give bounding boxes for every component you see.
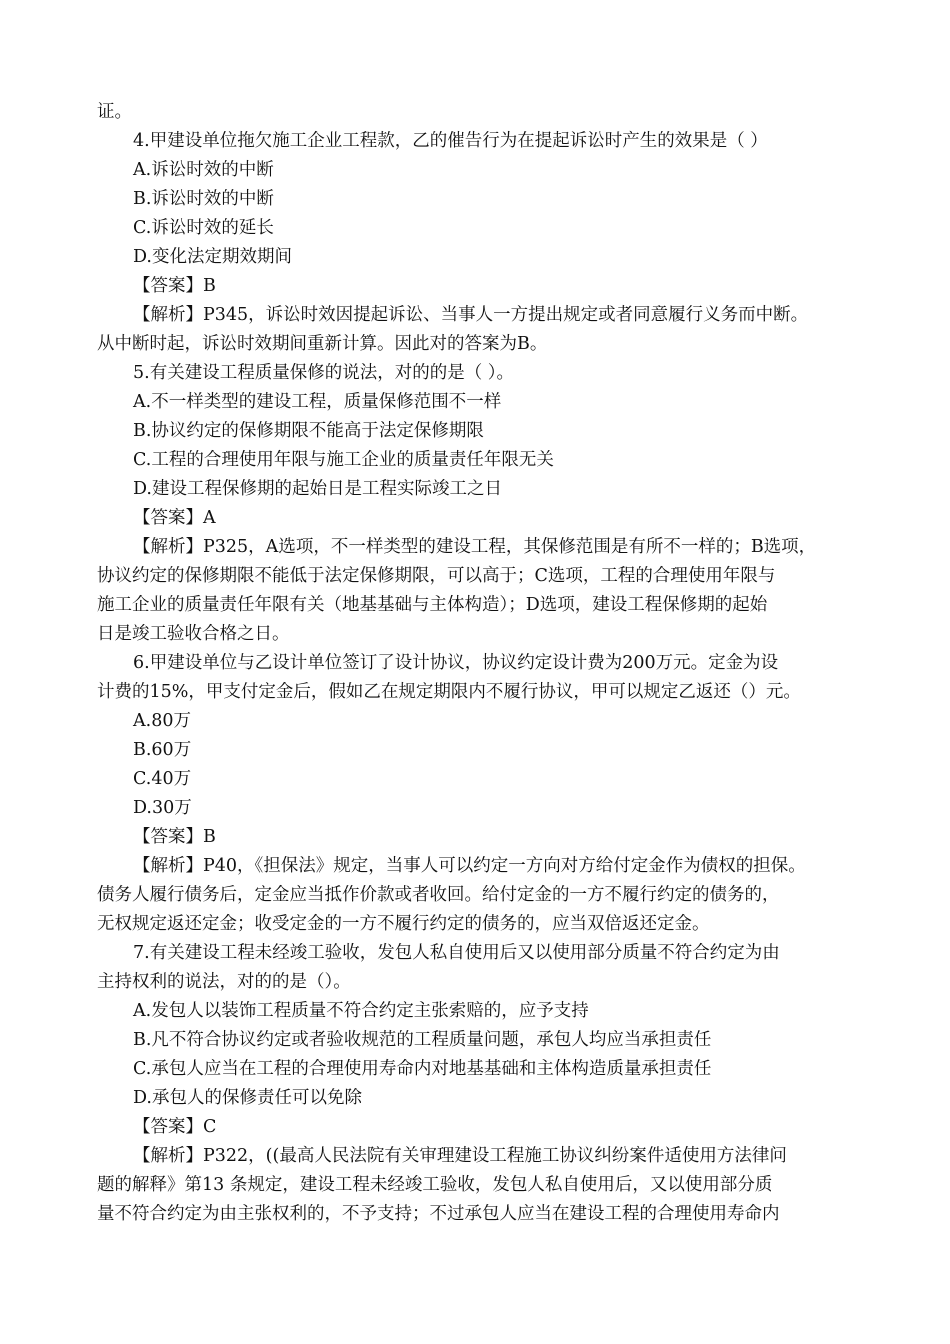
question-6-option-a: A.80万 (133, 711, 191, 731)
question-5-analysis-cont: 日是竣工验收合格之日。 (97, 624, 290, 644)
question-5-stem: 5.有关建设工程质量保修的说法，对的的是（ ）。 (133, 363, 515, 383)
question-5-option-d: D.建设工程保修期的起始日是工程实际竣工之日 (133, 479, 502, 499)
question-6-option-c: C.40万 (133, 769, 192, 789)
text-line: 证。 (97, 102, 132, 122)
question-4-option-b: B.诉讼时效的中断 (133, 189, 274, 209)
question-6-analysis-cont: 债务人履行债务后，定金应当抵作价款或者收回。给付定金的一方不履行约定的债务的， (97, 885, 780, 905)
question-7-stem-cont: 主持权利的说法，对的的是（）。 (97, 972, 351, 992)
question-7-analysis: 【解析】P322，((最高人民法院有关审理建设工程施工协议纠纷案件适使用方法律问 (133, 1146, 787, 1166)
question-4-analysis-cont: 从中断时起，诉讼时效期间重新计算。因此对的答案为B。 (97, 334, 548, 354)
question-7-analysis-cont: 题的解释》第13 条规定，建设工程未经竣工验收，发包人私自使用后，又以使用部分质 (97, 1175, 773, 1195)
question-4-analysis: 【解析】P345，诉讼时效因提起诉讼、当事人一方提出规定或者同意履行义务而中断。 (133, 305, 809, 325)
question-4-answer: 【答案】B (133, 276, 216, 296)
question-7-answer: 【答案】C (133, 1117, 217, 1137)
question-6-answer: 【答案】B (133, 827, 216, 847)
question-7-option-b: B.凡不符合协议约定或者验收规范的工程质量问题，承包人均应当承担责任 (133, 1030, 712, 1050)
question-7-option-a: A.发包人以装饰工程质量不符合约定主张索赔的，应予支持 (133, 1001, 589, 1021)
question-6-option-d: D.30万 (133, 798, 192, 818)
question-6-option-b: B.60万 (133, 740, 192, 760)
question-7-stem: 7.有关建设工程未经竣工验收，发包人私自使用后又以使用部分质量不符合约定为由 (133, 943, 780, 963)
question-5-analysis-cont: 协议约定的保修期限不能低于法定保修期限，可以高于；C选项，工程的合理使用年限与 (97, 566, 776, 586)
question-5-option-a: A.不一样类型的建设工程，质量保修范围不一样 (133, 392, 502, 412)
question-7-option-c: C.承包人应当在工程的合理使用寿命内对地基基础和主体构造质量承担责任 (133, 1059, 712, 1079)
question-5-answer: 【答案】A (133, 508, 216, 528)
question-5-analysis-cont: 施工企业的质量责任年限有关（地基基础与主体构造）；D选项，建设工程保修期的起始 (97, 595, 768, 615)
question-5-option-b: B.协议约定的保修期限不能高于法定保修期限 (133, 421, 484, 441)
question-4-option-a: A.诉讼时效的中断 (133, 160, 274, 180)
question-4-option-c: C.诉讼时效的延长 (133, 218, 274, 238)
question-5-analysis: 【解析】P325，A选项，不一样类型的建设工程，其保修范围是有所不一样的；B选项， (133, 537, 817, 557)
question-7-analysis-cont: 量不符合约定为由主张权利的，不予支持；不过承包人应当在建设工程的合理使用寿命内 (97, 1204, 780, 1224)
question-4-option-d: D.变化法定期效期间 (133, 247, 292, 267)
question-6-stem-cont: 计费的15%，甲支付定金后，假如乙在规定期限内不履行协议，甲可以规定乙返还（）元。 (97, 682, 801, 702)
question-6-analysis: 【解析】P40，《担保法》规定，当事人可以约定一方向对方给付定金作为债权的担保。 (133, 856, 806, 876)
question-4-stem: 4.甲建设单位拖欠施工企业工程款，乙的催告行为在提起诉讼时产生的效果是（ ） (133, 131, 768, 151)
question-6-stem: 6.甲建设单位与乙设计单位签订了设计协议，协议约定设计费为200万元。定金为设 (133, 653, 779, 673)
question-5-option-c: C.工程的合理使用年限与施工企业的质量责任年限无关 (133, 450, 554, 470)
question-6-analysis-cont: 无权规定返还定金；收受定金的一方不履行约定的债务的，应当双倍返还定金。 (97, 914, 710, 934)
question-7-option-d: D.承包人的保修责任可以免除 (133, 1088, 362, 1108)
